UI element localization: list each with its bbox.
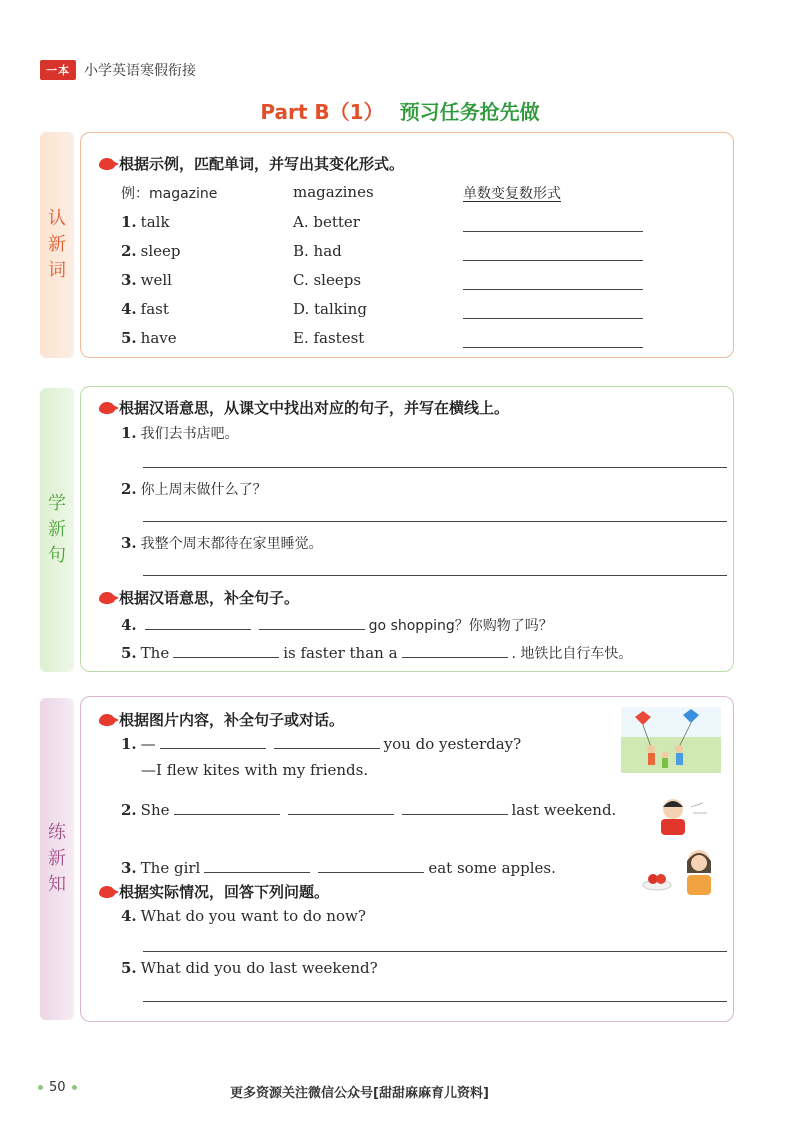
- dot-icon: [72, 1085, 77, 1090]
- question-1: 1. 我们去书店吧。: [121, 424, 239, 442]
- question-5: 5. The is faster than a . 地铁比自行车快。: [121, 644, 633, 662]
- question-5: 5. What did you do last weekend?: [121, 959, 378, 977]
- answer-line[interactable]: [143, 521, 727, 522]
- answer-line[interactable]: [463, 318, 643, 319]
- bullet-icon: [99, 886, 115, 898]
- instruction: 根据示例，匹配单词，并写出其变化形式。: [99, 153, 404, 174]
- tab-label: 认 新 词: [48, 208, 66, 281]
- page-number: 50: [38, 1080, 77, 1095]
- brand-logo: 一本: [40, 60, 76, 80]
- blank[interactable]: [318, 859, 424, 873]
- tab-practice: [40, 698, 74, 1020]
- word-item: 5. have: [121, 329, 177, 347]
- blank[interactable]: [274, 735, 380, 749]
- girl-apples-illustration: [641, 845, 725, 897]
- question-2: 2. 你上周末做什么了？: [121, 480, 267, 498]
- example-answer: magazines: [293, 183, 374, 201]
- blank[interactable]: [174, 801, 280, 815]
- blank[interactable]: [204, 859, 310, 873]
- example-word: 例：magazine: [121, 186, 218, 202]
- answer-line[interactable]: [463, 260, 643, 261]
- page-title: [0, 96, 800, 125]
- part-label: Part B（1）: [260, 100, 384, 124]
- kite-flying-illustration: [621, 707, 721, 773]
- book-title: 小学英语寒假衔接: [84, 63, 196, 79]
- footer-note: 更多资源关注微信公众号[甜甜麻麻育儿资料]: [230, 1086, 489, 1101]
- answer-line[interactable]: [463, 231, 643, 232]
- answer-line[interactable]: [143, 467, 727, 468]
- word-item: 1. talk: [121, 213, 170, 231]
- question-3: 3. 我整个周末都待在家里睡觉。: [121, 534, 323, 552]
- dot-icon: [38, 1085, 43, 1090]
- question-1-reply: —I flew kites with my friends.: [141, 761, 369, 779]
- instruction: 根据汉语意思，从课文中找出对应的句子，并写在横线上。: [99, 397, 509, 418]
- tab-label: 学 新 句: [48, 493, 66, 566]
- question-3: 3. The girl eat some apples.: [121, 859, 556, 877]
- answer-line[interactable]: [143, 575, 727, 576]
- blank[interactable]: [402, 644, 508, 658]
- answer-line[interactable]: [463, 347, 643, 348]
- instruction: 根据图片内容，补全句子或对话。: [99, 709, 344, 730]
- question-4: 4. What do you want to do now?: [121, 907, 366, 925]
- girl-illustration: [651, 793, 721, 835]
- practice-panel: [80, 696, 734, 1022]
- blank[interactable]: [288, 801, 394, 815]
- column-header: 单数变复数形式: [463, 186, 561, 202]
- option-item: B. had: [293, 242, 342, 260]
- word-item: 4. fast: [121, 300, 169, 318]
- tab-learn-sentences: [40, 388, 74, 672]
- tab-learn-words: [40, 132, 74, 358]
- answer-line[interactable]: [143, 1001, 727, 1002]
- tab-label: 练 新 知: [48, 822, 66, 895]
- book-header: [40, 60, 196, 80]
- word-item: 3. well: [121, 271, 172, 289]
- question-1: 1. — you do yesterday?: [121, 735, 522, 753]
- sentence-panel: [80, 386, 734, 672]
- question-2: 2. She last weekend.: [121, 801, 617, 819]
- blank[interactable]: [160, 735, 266, 749]
- blank[interactable]: [145, 616, 251, 630]
- option-item: E. fastest: [293, 329, 365, 347]
- blank[interactable]: [402, 801, 508, 815]
- blank[interactable]: [259, 616, 365, 630]
- option-item: D. talking: [293, 300, 367, 318]
- option-item: A. better: [293, 213, 360, 231]
- bullet-icon: [99, 402, 115, 414]
- word-item: 2. sleep: [121, 242, 181, 260]
- instruction: 根据实际情况，回答下列问题。: [99, 881, 329, 902]
- blank[interactable]: [173, 644, 279, 658]
- bullet-icon: [99, 714, 115, 726]
- bullet-icon: [99, 158, 115, 170]
- section-title: 预习任务抢先做: [399, 100, 540, 124]
- question-4: 4. go shopping？你购物了吗？: [121, 616, 553, 634]
- bullet-icon: [99, 592, 115, 604]
- option-item: C. sleeps: [293, 271, 362, 289]
- instruction: 根据汉语意思，补全句子。: [99, 587, 299, 608]
- answer-line[interactable]: [143, 951, 727, 952]
- word-matching-panel: [80, 132, 734, 358]
- answer-line[interactable]: [463, 289, 643, 290]
